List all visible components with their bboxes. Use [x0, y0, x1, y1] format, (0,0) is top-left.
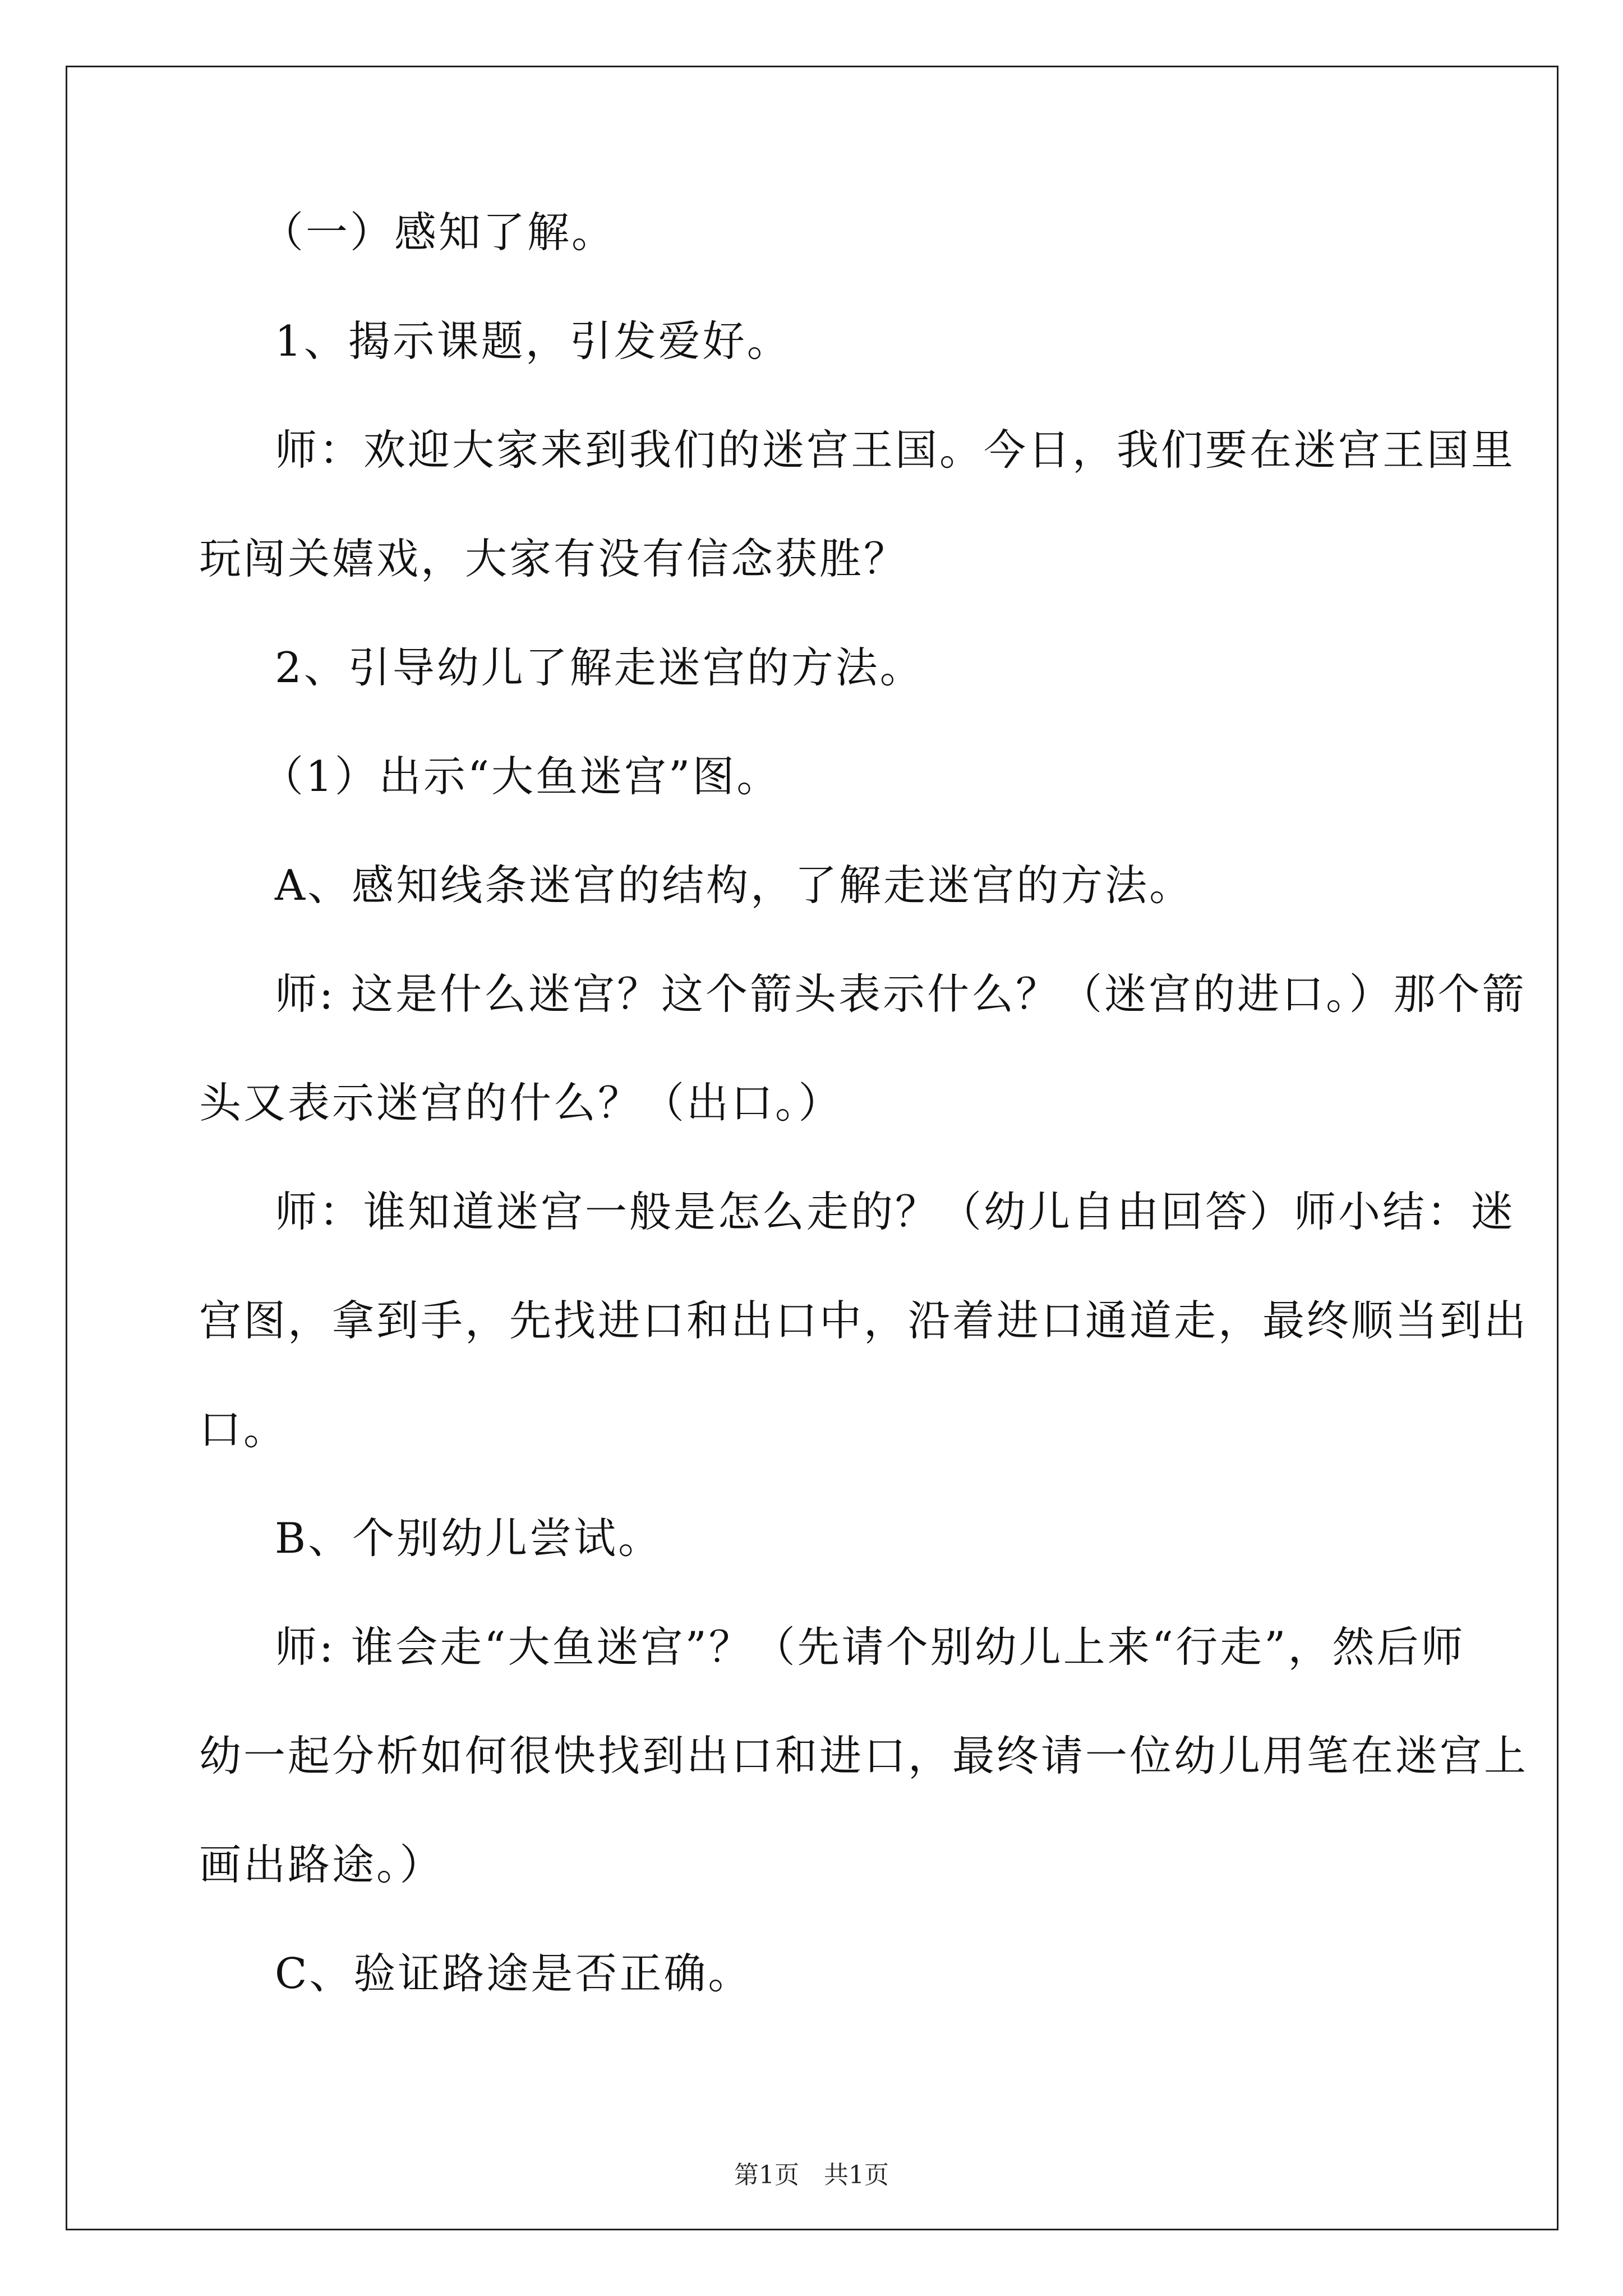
sub-heading: C、验证路途是否正确。	[275, 1949, 753, 1998]
step-heading: 2、引导幼儿了解走迷宫的方法。	[275, 643, 924, 692]
paragraph-line: 幼一起分析如何很快找到出口和进口，最终请一位幼儿用笔在迷宫上	[199, 1731, 1529, 1780]
paragraph-line: 师：谁知道迷宫一般是怎么走的？（幼儿自由回答）师小结：迷	[275, 1187, 1516, 1236]
sub-heading: B、个别幼儿尝试。	[275, 1513, 663, 1563]
page-border	[66, 66, 1559, 2230]
paragraph-line: 师: 这是什么迷宫？这个箭头表示什么？（迷宫的进口。）那个箭	[275, 969, 1527, 1019]
sub-heading: （1）出示“大鱼迷宫”图。	[261, 752, 781, 801]
page-footer: 第1页 共1页	[734, 2161, 889, 2189]
paragraph-line: 师：欢迎大家来到我们的迷宫王国。今日，我们要在迷宫王国里	[275, 425, 1516, 475]
step-heading: 1、揭示课题，引发爱好。	[275, 316, 791, 366]
paragraph-line: 宫图，拿到手，先找进口和出口中，沿着进口通道走，最终顺当到出	[199, 1296, 1529, 1345]
paragraph-line: 玩闯关嬉戏，大家有没有信念获胜？	[199, 534, 909, 583]
paragraph-line: 头又表示迷宫的什么？（出口。）	[199, 1078, 843, 1128]
paragraph-line: 画出路途。）	[199, 1840, 444, 1889]
sub-heading: A、感知线条迷宫的结构，了解走迷宫的方法。	[275, 861, 1194, 910]
section-heading: （一）感知了解。	[261, 208, 616, 257]
paragraph-line: 口。	[199, 1405, 288, 1454]
paragraph-line: 师: 谁会走“大鱼迷宫”？（先请个别幼儿上来“行走”，然后师	[275, 1622, 1465, 1672]
